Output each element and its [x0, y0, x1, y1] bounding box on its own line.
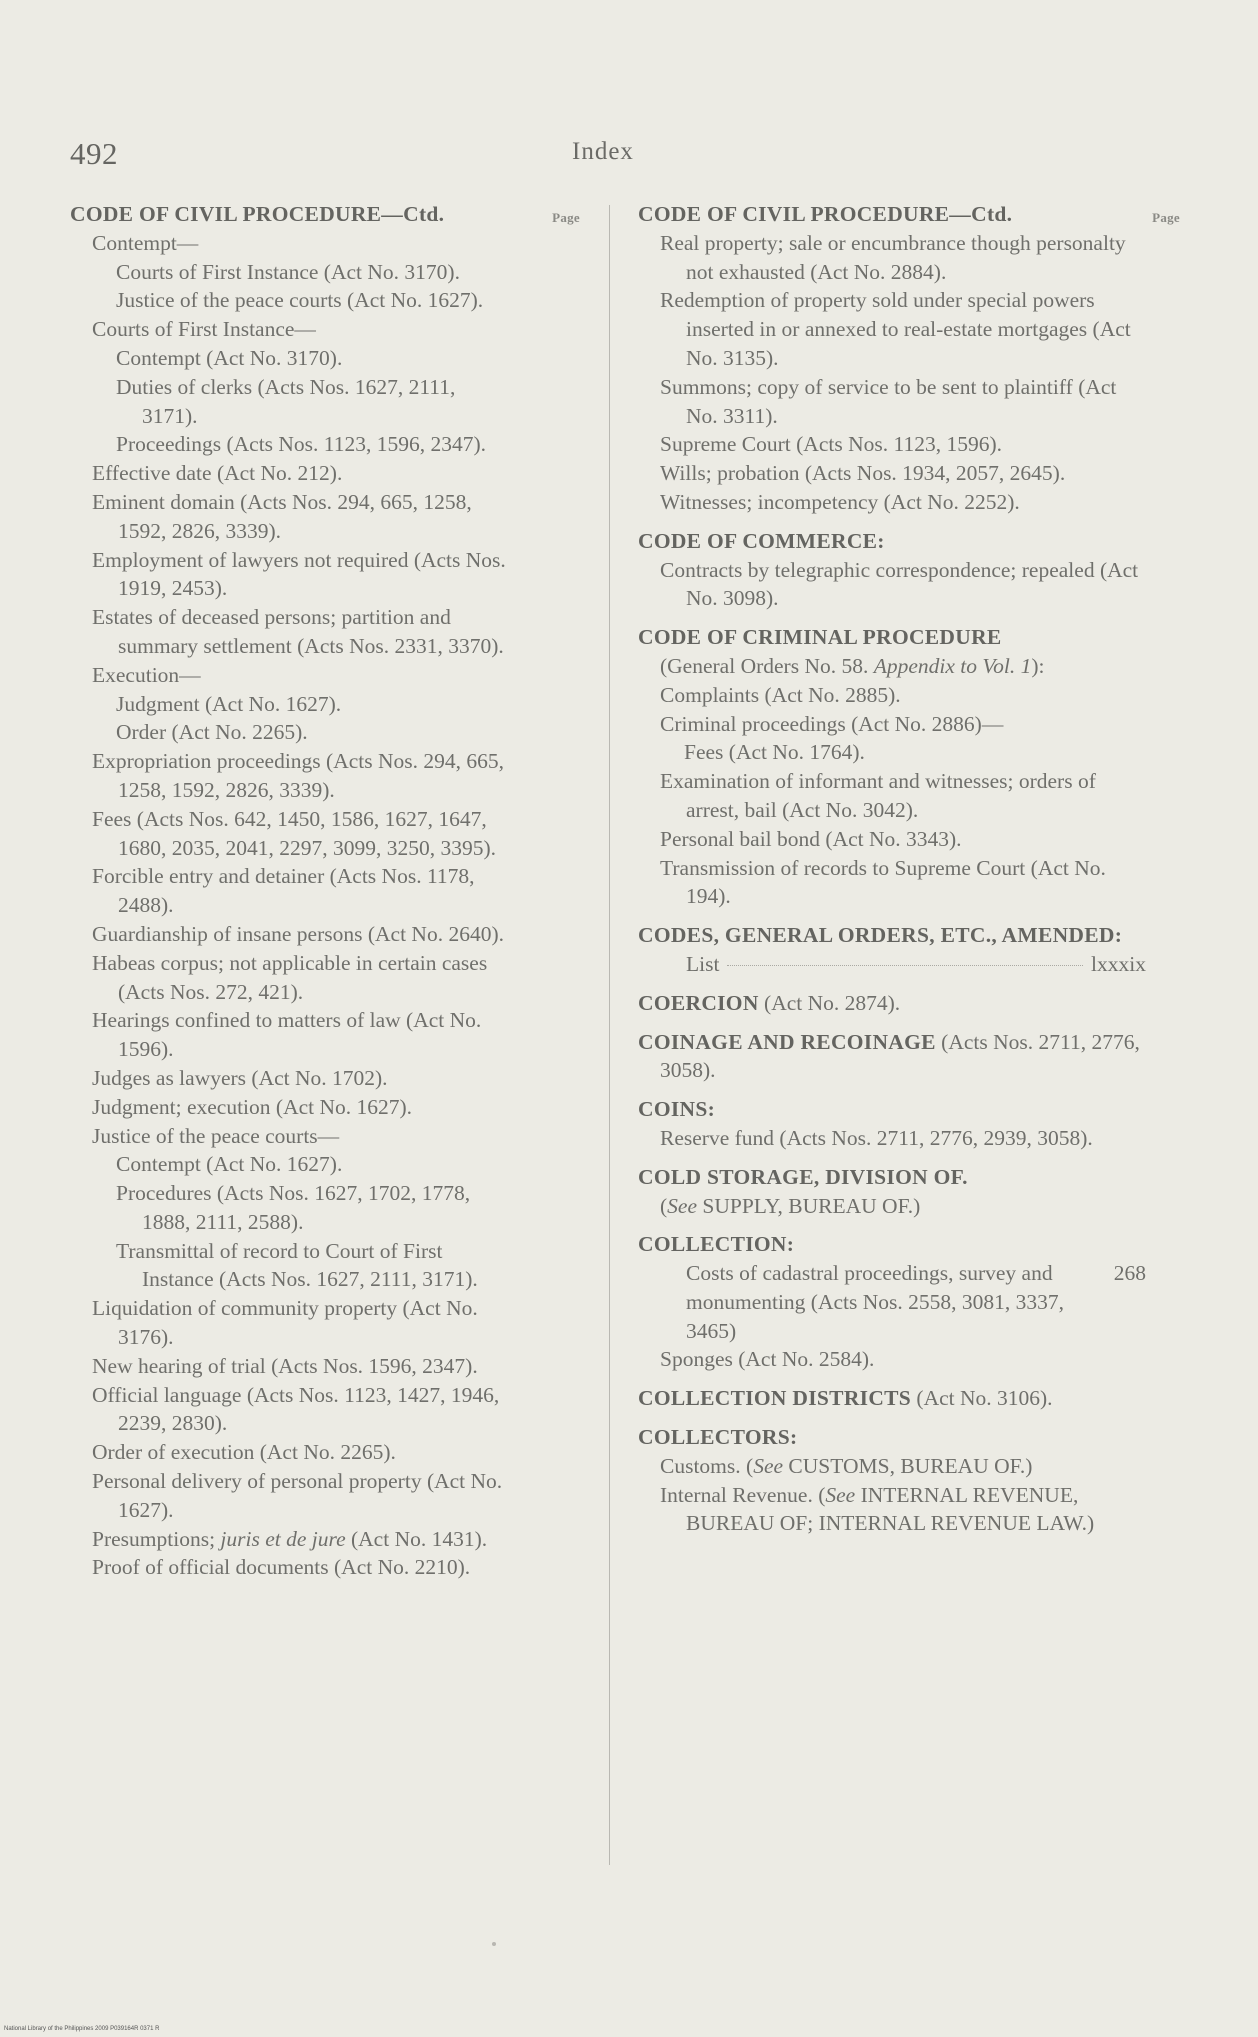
index-entry: Wills; probation (Acts Nos. 1934, 2057, 2645).	[660, 461, 1066, 486]
index-entry: Internal Revenue. (See INTERNAL REVENUE, BUREAU OF; INTERNAL REVENUE LAW.)	[660, 1482, 1095, 1536]
index-entry: Hearings confined to matters of law (Act No. 1596).	[92, 1008, 482, 1062]
right-column-heading	[638, 200, 1180, 229]
index-entry: Redemption of property sold under special powers inserted in or annexed to real-estate mortgages (Act No. 3135).	[660, 288, 1131, 370]
sub-entry: Transmittal of record to Court of First Instance (Acts Nos. 1627, 2111, 3171).	[116, 1238, 478, 1292]
index-entry: Transmission of records to Supreme Court (Act No. 194).	[660, 855, 1106, 909]
section-heading: CODES, GENERAL ORDERS, ETC., AMENDED:	[638, 923, 1123, 948]
sub-entry: Judgment (Act No. 1627).	[116, 691, 342, 716]
index-entry: Criminal proceedings (Act No. 2886)—	[660, 711, 1004, 736]
index-entry: Personal bail bond (Act No. 3343).	[660, 826, 962, 851]
index-entry: Examination of informant and witnesses; orders of arrest, bail (Act No. 3042).	[660, 769, 1096, 822]
index-entry: Execution—	[92, 662, 201, 687]
sub-entry: Proceedings (Acts Nos. 1123, 1596, 2347).	[116, 432, 487, 457]
section-heading: COLD STORAGE, DIVISION OF.	[638, 1164, 968, 1189]
index-entry: Liquidation of community property (Act No. 3176).	[92, 1296, 478, 1350]
speck	[492, 1942, 496, 1946]
index-entry: Courts of First Instance—	[92, 317, 316, 342]
index-entry: Judgment; execution (Act No. 1627).	[92, 1094, 413, 1119]
running-head	[572, 138, 634, 166]
index-entry: Habeas corpus; not applicable in certain cases (Acts Nos. 272, 421).	[92, 950, 488, 1004]
index-entry: Justice of the peace courts—	[92, 1123, 340, 1148]
right-page-label: Page	[1152, 210, 1180, 225]
index-entry: Employment of lawyers not required (Acts Nos. 1919, 2453).	[92, 547, 506, 601]
column-divider	[609, 205, 610, 1865]
sub-entry: Contempt (Act No. 3170).	[116, 345, 343, 370]
section-heading: CODE OF COMMERCE:	[638, 528, 885, 553]
index-entry: Eminent domain (Acts Nos. 294, 665, 1258, 1592, 2826, 3339).	[92, 489, 472, 543]
index-entry: Real property; sale or encumbrance though personalty not exhausted (Act No. 2884).	[660, 230, 1126, 284]
index-entry: Guardianship of insane persons (Act No. 2640).	[92, 921, 504, 946]
sub-entry: Contempt (Act No. 1627).	[116, 1152, 343, 1177]
heading-acts: (Acts Nos. 2711, 2776, 3058).	[660, 1029, 1140, 1083]
index-entry: Contracts by telegraphic correspondence; repealed (Act No. 3098).	[660, 557, 1139, 611]
index-entry: Contempt—	[92, 230, 199, 255]
right-entries	[638, 229, 1168, 517]
index-entry: Personal delivery of personal property (Act No. 1627).	[92, 1469, 503, 1522]
heading-acts: (Act No. 3106).	[911, 1386, 1053, 1411]
heading-note: (General Orders No. 58. Appendix to Vol. 1):	[660, 653, 1045, 678]
index-entry: Expropriation proceedings (Acts Nos. 294, 665, 1258, 1592, 2826, 3339).	[92, 749, 505, 802]
index-entry: Order of execution (Act No. 2265).	[92, 1440, 396, 1465]
page-number: 492	[70, 136, 118, 171]
index-entry: Judges as lawyers (Act No. 1702).	[92, 1065, 388, 1090]
right-heading-text: CODE OF CIVIL PROCEDURE—Ctd.	[638, 202, 1013, 226]
index-entry	[638, 950, 1146, 979]
italic-text: See	[667, 1193, 698, 1218]
section-heading: COINS:	[638, 1097, 716, 1122]
index-entry: Effective date (Act No. 212).	[92, 461, 343, 486]
index-entry: Forcible entry and detainer (Acts Nos. 1178, 2488).	[92, 864, 475, 918]
index-entry: New hearing of trial (Acts Nos. 1596, 2347).	[92, 1353, 478, 1378]
entry-text: List	[686, 951, 720, 976]
heading-note: (See SUPPLY, BUREAU OF.)	[660, 1193, 921, 1218]
index-entry: Fees (Acts Nos. 642, 1450, 1586, 1627, 1647, 1680, 2035, 2041, 2297, 3099, 3250, 3395).	[92, 806, 497, 860]
left-column-heading	[70, 200, 580, 229]
entry-text: Costs of cadastral proceedings, survey and monumenting (Acts Nos. 2558, 3081, 3337, 3465)	[686, 1261, 1065, 1343]
sub-entry: Courts of First Instance (Act No. 3170).	[116, 259, 460, 284]
italic-text: Appendix to Vol. 1	[873, 653, 1032, 678]
index-entry	[638, 1259, 1146, 1345]
index-entry: Sponges (Act No. 2584).	[660, 1347, 875, 1372]
italic-text: See	[825, 1482, 856, 1507]
sub-entry: Duties of clerks (Acts Nos. 1627, 2111, 3171).	[116, 374, 456, 428]
left-column	[70, 200, 580, 1582]
index-entry: Witnesses; incompetency (Act No. 2252).	[660, 489, 1020, 514]
sub-entry: Order (Act No. 2265).	[116, 720, 308, 745]
section-heading: COERCION (Act No. 2874).	[638, 990, 901, 1015]
index-entry: Summons; copy of service to be sent to plaintiff (Act No. 3311).	[660, 374, 1117, 428]
running-head-text: Index	[572, 138, 634, 165]
page-reference: lxxxix	[1091, 951, 1146, 976]
sub-entry: Justice of the peace courts (Act No. 1627).	[116, 288, 484, 313]
sub-entry: Procedures (Acts Nos. 1627, 1702, 1778, 1888, 2111, 2588).	[116, 1181, 471, 1234]
section-heading: CODE OF CRIMINAL PROCEDURE	[638, 625, 1002, 650]
italic-text: See	[753, 1453, 784, 1478]
heading-acts: (Act No. 2874).	[758, 990, 901, 1015]
page-reference: 268	[1113, 1261, 1146, 1286]
dot-leader	[727, 965, 1083, 966]
footer-note: National Library of the Philippines 2009 P039164R 0371 R	[4, 2026, 160, 2032]
right-column	[638, 200, 1180, 1538]
left-heading-text: CODE OF CIVIL PROCEDURE—Ctd.	[70, 202, 445, 226]
section-heading: COLLECTION:	[638, 1232, 795, 1257]
sub-entry: Fees (Act No. 1764).	[684, 740, 865, 765]
left-page-label: Page	[552, 210, 580, 225]
section-heading: COLLECTION DISTRICTS (Act No. 3106).	[638, 1386, 1053, 1411]
index-entry: Presumptions; juris et de jure (Act No. 1431).	[92, 1526, 488, 1551]
section-heading: COINAGE AND RECOINAGE (Acts Nos. 2711, 2776, 3058).	[638, 1029, 1140, 1083]
left-entries	[70, 229, 510, 1582]
index-entry: Supreme Court (Acts Nos. 1123, 1596).	[660, 432, 1002, 457]
italic-text: juris et de jure	[220, 1526, 346, 1551]
right-sections	[638, 527, 1168, 1539]
index-entry: Estates of deceased persons; partition and summary settlement (Acts Nos. 2331, 3370).	[92, 605, 504, 658]
section-heading: COLLECTORS:	[638, 1425, 798, 1450]
index-entry: Complaints (Act No. 2885).	[660, 682, 901, 707]
index-entry: Reserve fund (Acts Nos. 2711, 2776, 2939, 3058).	[660, 1125, 1093, 1150]
index-entry: Proof of official documents (Act No. 2210).	[92, 1555, 471, 1580]
index-entry: Customs. (See CUSTOMS, BUREAU OF.)	[660, 1453, 1033, 1478]
index-entry: Official language (Acts Nos. 1123, 1427, 1946, 2239, 2830).	[92, 1382, 500, 1436]
